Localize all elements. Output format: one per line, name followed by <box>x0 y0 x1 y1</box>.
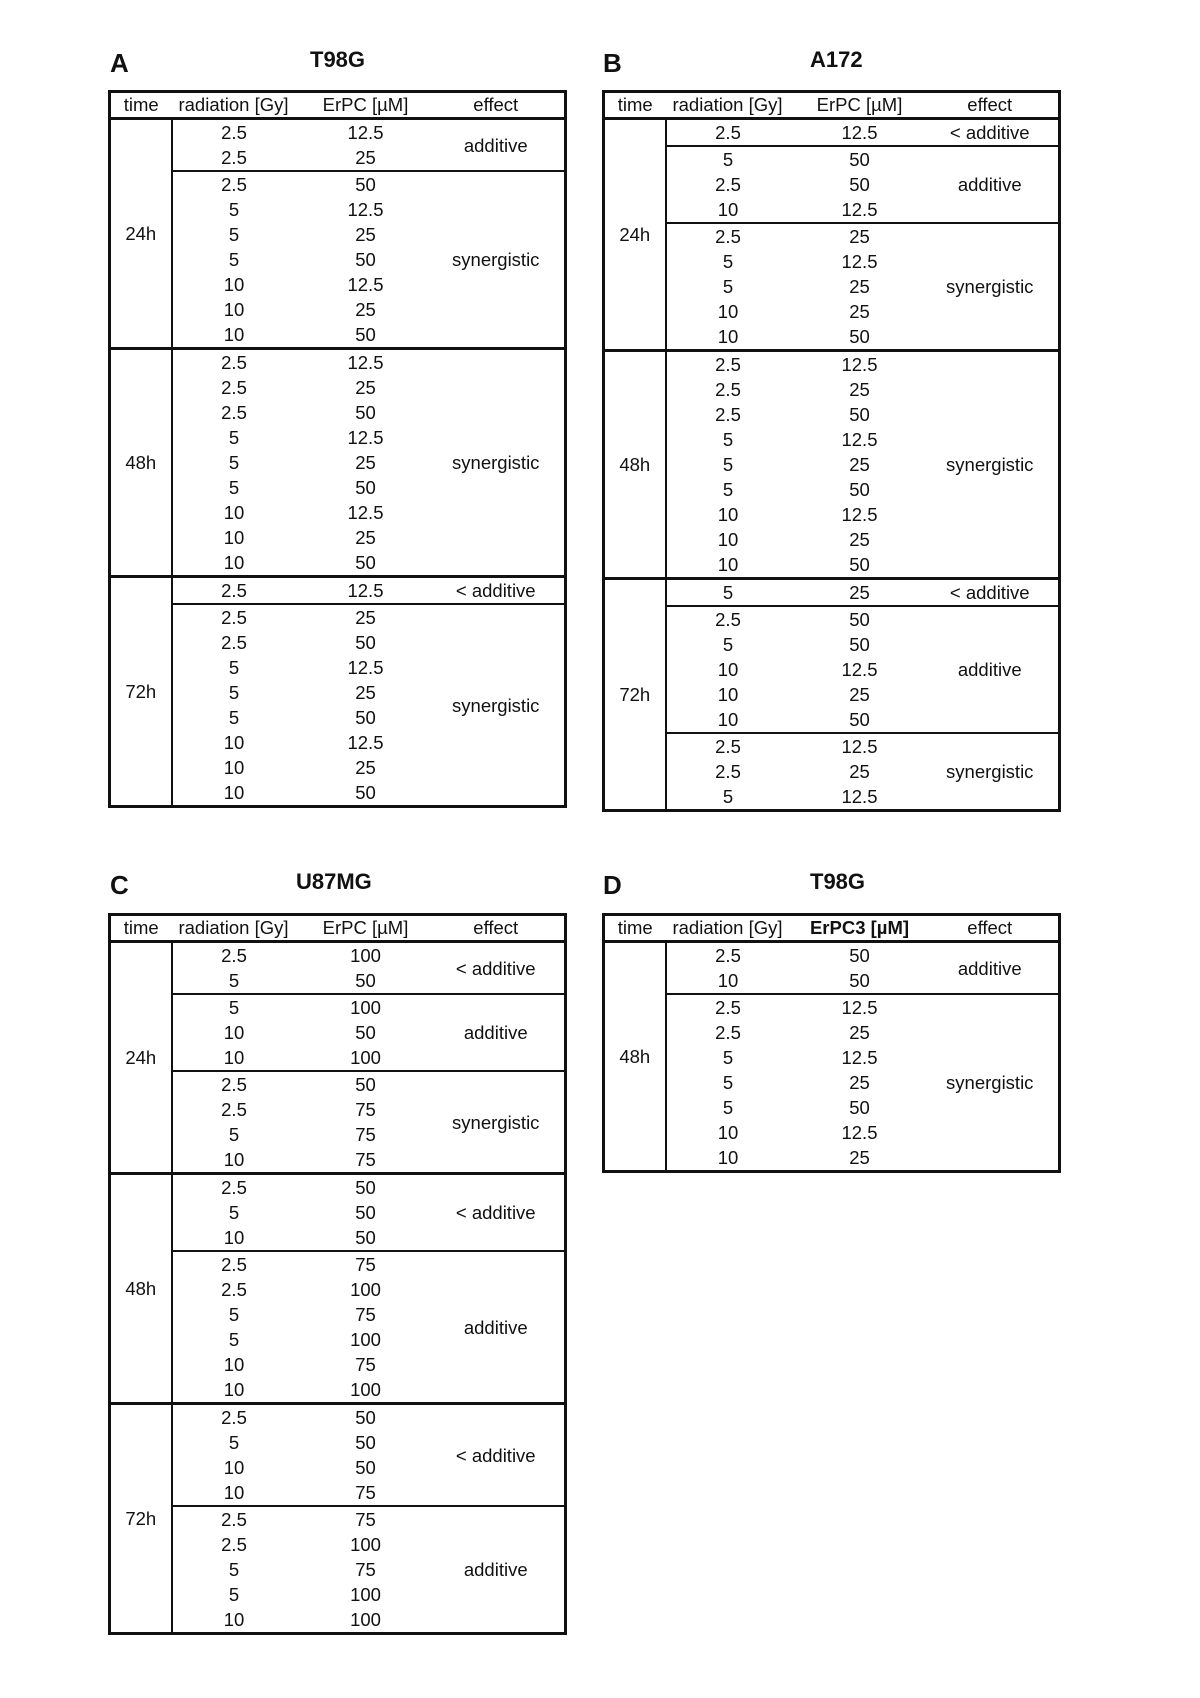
panel-title: T98G <box>310 47 366 72</box>
radiation-cell: 2.5 <box>715 1022 741 1043</box>
erpc-cell: 25 <box>355 377 376 398</box>
erpc-cell: 12.5 <box>347 199 384 220</box>
radiation-cell: 2.5 <box>172 1404 304 1431</box>
radiation-cell: 2.5 <box>172 1071 304 1097</box>
radiation-cell: 5 <box>722 429 734 450</box>
erpc-cell: 50 <box>304 1174 428 1201</box>
effect-cell: additive <box>428 1506 566 1634</box>
radiation-cell: 5 <box>228 427 240 448</box>
radiation-cell: 10 <box>223 732 245 753</box>
panel-title: U87MG <box>296 869 372 894</box>
erpc-cell: 75 <box>355 1099 376 1120</box>
erpc-cell: 50 <box>355 782 376 803</box>
erpc-cell: 50 <box>849 970 870 991</box>
radiation-cell: 10 <box>717 970 739 991</box>
erpc-cell: 75 <box>355 1124 376 1145</box>
header-time: time <box>604 915 666 942</box>
effect-cell: additive <box>428 1251 566 1404</box>
radiation-cell: 10 <box>717 684 739 705</box>
erpc-cell: 50 <box>355 707 376 728</box>
radiation-cell: 2.5 <box>172 349 304 376</box>
erpc-cell: 50 <box>355 1227 376 1248</box>
erpc-cell: 100 <box>350 1279 381 1300</box>
header-time: time <box>110 915 172 942</box>
erpc-cell: 50 <box>304 1071 428 1097</box>
radiation-cell: 2.5 <box>666 606 798 632</box>
erpc-cell: 25 <box>355 757 376 778</box>
effect-cell: additive <box>922 146 1060 223</box>
header-time: time <box>604 92 666 119</box>
radiation-cell: 10 <box>717 504 739 525</box>
erpc-cell: 12.5 <box>347 122 384 143</box>
erpc-cell: 25 <box>355 682 376 703</box>
erpc-cell: 25 <box>849 301 870 322</box>
erpc-cell: 100 <box>350 1534 381 1555</box>
erpc-cell: 50 <box>849 634 870 655</box>
erpc-cell: 50 <box>355 324 376 345</box>
header-time: time <box>110 92 172 119</box>
erpc-cell: 25 <box>355 224 376 245</box>
radiation-cell: 10 <box>223 1354 245 1375</box>
header-radiation: radiation [Gy] <box>172 915 304 942</box>
effect-cell: synergistic <box>922 351 1060 579</box>
results-table <box>602 913 1061 1173</box>
effect-cell: synergistic <box>922 994 1060 1172</box>
radiation-cell: 5 <box>228 224 240 245</box>
erpc-cell: 50 <box>355 477 376 498</box>
time-cell: 72h <box>604 579 666 811</box>
radiation-cell: 10 <box>223 1149 245 1170</box>
radiation-cell: 10 <box>717 1122 739 1143</box>
panel-letter: C <box>110 870 129 900</box>
radiation-cell: 10 <box>223 324 245 345</box>
time-cell: 72h <box>110 1404 172 1634</box>
erpc-cell: 12.5 <box>798 351 922 378</box>
radiation-cell: 5 <box>228 1559 240 1580</box>
panel-title: A172 <box>810 47 863 72</box>
erpc-cell: 12.5 <box>841 429 878 450</box>
radiation-cell: 2.5 <box>715 122 741 143</box>
radiation-cell: 2.5 <box>172 1251 304 1277</box>
radiation-cell: 10 <box>223 782 245 803</box>
header-erpc: ErPC [µM] <box>304 915 428 942</box>
radiation-cell: 2.5 <box>666 223 798 249</box>
radiation-cell: 2.5 <box>221 377 247 398</box>
erpc-cell: 12.5 <box>841 199 878 220</box>
erpc-cell: 12.5 <box>347 427 384 448</box>
radiation-cell: 5 <box>228 1304 240 1325</box>
erpc-cell: 25 <box>849 684 870 705</box>
erpc-cell: 25 <box>355 147 376 168</box>
erpc-cell: 12.5 <box>841 1122 878 1143</box>
radiation-cell: 5 <box>228 657 240 678</box>
erpc-cell: 50 <box>355 1457 376 1478</box>
erpc-cell: 50 <box>355 1202 376 1223</box>
erpc-cell: 75 <box>355 1149 376 1170</box>
erpc-cell: 12.5 <box>304 349 428 376</box>
radiation-cell: 5 <box>228 452 240 473</box>
radiation-cell: 5 <box>722 1072 734 1093</box>
erpc-cell: 100 <box>350 945 381 966</box>
radiation-cell: 10 <box>223 1047 245 1068</box>
radiation-cell: 10 <box>717 199 739 220</box>
erpc-cell: 25 <box>849 1022 870 1043</box>
radiation-cell: 2.5 <box>715 174 741 195</box>
radiation-cell: 2.5 <box>221 1099 247 1120</box>
erpc-cell: 100 <box>350 1584 381 1605</box>
radiation-cell: 10 <box>223 1022 245 1043</box>
header-effect: effect <box>428 92 566 119</box>
radiation-cell: 10 <box>223 1227 245 1248</box>
header-radiation: radiation [Gy] <box>172 92 304 119</box>
time-cell: 48h <box>604 351 666 579</box>
effect-cell: additive <box>463 134 528 156</box>
effect-cell: additive <box>428 994 566 1071</box>
erpc-cell: 100 <box>350 1609 381 1630</box>
erpc-cell: 12.5 <box>347 502 384 523</box>
effect-cell: < additive <box>455 957 536 979</box>
erpc-cell: 100 <box>304 994 428 1020</box>
radiation-cell: 2.5 <box>221 122 247 143</box>
header-erpc: ErPC3 [µM] <box>798 915 922 942</box>
header-radiation: radiation [Gy] <box>666 915 798 942</box>
erpc-cell: 50 <box>355 552 376 573</box>
erpc-cell: 12.5 <box>841 1047 878 1068</box>
effect-cell: synergistic <box>922 223 1060 351</box>
erpc-cell: 25 <box>849 379 870 400</box>
table-row <box>604 942 1060 969</box>
radiation-cell: 10 <box>717 301 739 322</box>
radiation-cell: 5 <box>228 1124 240 1145</box>
erpc-cell: 50 <box>355 970 376 991</box>
radiation-cell: 2.5 <box>666 994 798 1020</box>
erpc-cell: 25 <box>798 579 922 607</box>
time-cell: 48h <box>110 349 172 577</box>
radiation-cell: 10 <box>223 552 245 573</box>
erpc-cell: 25 <box>849 1147 870 1168</box>
time-cell: 24h <box>604 119 666 351</box>
erpc-cell: 12.5 <box>347 657 384 678</box>
radiation-cell: 5 <box>722 454 734 475</box>
radiation-cell: 2.5 <box>715 404 741 425</box>
effect-cell: synergistic <box>428 171 566 349</box>
erpc-cell: 50 <box>849 404 870 425</box>
panel-letter: B <box>603 48 622 78</box>
erpc-cell: 12.5 <box>841 122 878 143</box>
header-erpc: ErPC [µM] <box>798 92 922 119</box>
erpc-cell: 12.5 <box>841 786 878 807</box>
erpc-cell: 12.5 <box>304 577 428 605</box>
effect-cell: < additive <box>428 1174 566 1252</box>
radiation-cell: 10 <box>223 757 245 778</box>
radiation-cell: 10 <box>223 1609 245 1630</box>
erpc-cell: 75 <box>304 1506 428 1532</box>
radiation-cell: 5 <box>228 249 240 270</box>
effect-cell: < additive <box>428 577 566 605</box>
erpc-cell: 50 <box>304 1404 428 1431</box>
erpc-cell: 75 <box>355 1304 376 1325</box>
panel-letter: A <box>110 48 129 78</box>
header-radiation: radiation [Gy] <box>666 92 798 119</box>
radiation-cell: 2.5 <box>715 945 741 966</box>
effect-cell: synergistic <box>428 1071 566 1174</box>
effect-cell: synergistic <box>428 604 566 807</box>
erpc-cell: 50 <box>849 709 870 730</box>
erpc-cell: 75 <box>355 1559 376 1580</box>
radiation-cell: 2.5 <box>172 171 304 197</box>
erpc-cell: 75 <box>355 1354 376 1375</box>
erpc-cell: 25 <box>355 299 376 320</box>
erpc-cell: 75 <box>304 1251 428 1277</box>
radiation-cell: 10 <box>223 502 245 523</box>
erpc-cell: 25 <box>355 527 376 548</box>
erpc-cell: 25 <box>849 761 870 782</box>
radiation-cell: 2.5 <box>666 351 798 378</box>
radiation-cell: 10 <box>717 529 739 550</box>
erpc-cell: 25 <box>849 454 870 475</box>
erpc-cell: 50 <box>355 632 376 653</box>
radiation-cell: 5 <box>228 477 240 498</box>
radiation-cell: 10 <box>717 709 739 730</box>
erpc-cell: 25 <box>798 223 922 249</box>
radiation-cell: 2.5 <box>221 945 247 966</box>
erpc-cell: 50 <box>849 174 870 195</box>
radiation-cell: 10 <box>717 1147 739 1168</box>
radiation-cell: 10 <box>717 659 739 680</box>
erpc-cell: 25 <box>849 1072 870 1093</box>
radiation-cell: 10 <box>223 527 245 548</box>
erpc-cell: 75 <box>355 1482 376 1503</box>
table-row <box>604 994 1060 1020</box>
effect-cell: < additive <box>922 579 1060 607</box>
radiation-cell: 10 <box>223 299 245 320</box>
effect-cell: < additive <box>428 1404 566 1507</box>
header-row <box>604 915 1060 942</box>
radiation-cell: 5 <box>228 682 240 703</box>
erpc-cell: 100 <box>350 1379 381 1400</box>
effect-cell: synergistic <box>428 349 566 577</box>
erpc-cell: 50 <box>849 1097 870 1118</box>
erpc-cell: 50 <box>849 554 870 575</box>
erpc-cell: 50 <box>355 1022 376 1043</box>
radiation-cell: 10 <box>717 554 739 575</box>
radiation-cell: 2.5 <box>221 1534 247 1555</box>
panel-title: T98G <box>810 869 866 894</box>
radiation-cell: 5 <box>722 786 734 807</box>
header-effect: effect <box>428 915 566 942</box>
radiation-cell: 5 <box>722 634 734 655</box>
time-cell: 24h <box>110 119 172 349</box>
erpc-cell: 50 <box>849 479 870 500</box>
erpc-cell: 50 <box>355 1432 376 1453</box>
radiation-cell: 10 <box>223 274 245 295</box>
radiation-cell: 5 <box>228 199 240 220</box>
radiation-cell: 2.5 <box>172 577 304 605</box>
radiation-cell: 2.5 <box>172 1506 304 1532</box>
erpc-cell: 12.5 <box>347 732 384 753</box>
radiation-cell: 2.5 <box>221 632 247 653</box>
radiation-cell: 5 <box>722 479 734 500</box>
radiation-cell: 5 <box>722 251 734 272</box>
radiation-cell: 2.5 <box>221 1279 247 1300</box>
header-effect: effect <box>922 915 1060 942</box>
radiation-cell: 2.5 <box>172 1174 304 1201</box>
radiation-cell: 5 <box>228 1432 240 1453</box>
erpc-cell: 50 <box>849 945 870 966</box>
effect-cell: < additive <box>949 122 1030 143</box>
time-cell: 72h <box>110 577 172 807</box>
erpc-cell: 12.5 <box>841 659 878 680</box>
radiation-cell: 2.5 <box>221 402 247 423</box>
radiation-cell: 10 <box>223 1457 245 1478</box>
radiation-cell: 5 <box>228 1329 240 1350</box>
header-effect: effect <box>922 92 1060 119</box>
erpc-cell: 12.5 <box>798 733 922 759</box>
header-erpc: ErPC [µM] <box>304 92 428 119</box>
radiation-cell: 5 <box>722 276 734 297</box>
radiation-cell: 5 <box>722 1097 734 1118</box>
radiation-cell: 5 <box>228 707 240 728</box>
radiation-cell: 5 <box>228 1584 240 1605</box>
erpc-cell: 25 <box>849 276 870 297</box>
radiation-cell: 2.5 <box>221 147 247 168</box>
radiation-cell: 2.5 <box>666 733 798 759</box>
erpc-cell: 25 <box>304 604 428 630</box>
erpc-cell: 12.5 <box>347 274 384 295</box>
radiation-cell: 5 <box>722 1047 734 1068</box>
effect-cell: additive <box>922 606 1060 733</box>
erpc-cell: 12.5 <box>841 251 878 272</box>
radiation-cell: 2.5 <box>715 379 741 400</box>
erpc-cell: 50 <box>849 326 870 347</box>
erpc-cell: 25 <box>355 452 376 473</box>
radiation-cell: 5 <box>228 1202 240 1223</box>
radiation-cell: 10 <box>223 1379 245 1400</box>
erpc-cell: 100 <box>350 1329 381 1350</box>
erpc-cell: 12.5 <box>798 994 922 1020</box>
erpc-cell: 50 <box>355 402 376 423</box>
radiation-cell: 5 <box>666 146 798 172</box>
time-cell: 48h <box>110 1174 172 1404</box>
radiation-cell: 5 <box>228 970 240 991</box>
radiation-cell: 5 <box>172 994 304 1020</box>
erpc-cell: 100 <box>350 1047 381 1068</box>
time-cell: 24h <box>110 942 172 1174</box>
time-cell: 48h <box>604 942 666 1172</box>
radiation-cell: 2.5 <box>172 604 304 630</box>
radiation-cell: 2.5 <box>715 761 741 782</box>
radiation-cell: 10 <box>223 1482 245 1503</box>
radiation-cell: 10 <box>717 326 739 347</box>
radiation-cell: 5 <box>666 579 798 607</box>
erpc-cell: 12.5 <box>841 504 878 525</box>
erpc-cell: 50 <box>355 249 376 270</box>
effect-cell: synergistic <box>922 733 1060 811</box>
erpc-cell: 25 <box>849 529 870 550</box>
effect-cell: additive <box>957 957 1022 979</box>
erpc-cell: 50 <box>304 171 428 197</box>
panel-letter: D <box>603 870 622 900</box>
erpc-cell: 50 <box>798 606 922 632</box>
erpc-cell: 50 <box>798 146 922 172</box>
